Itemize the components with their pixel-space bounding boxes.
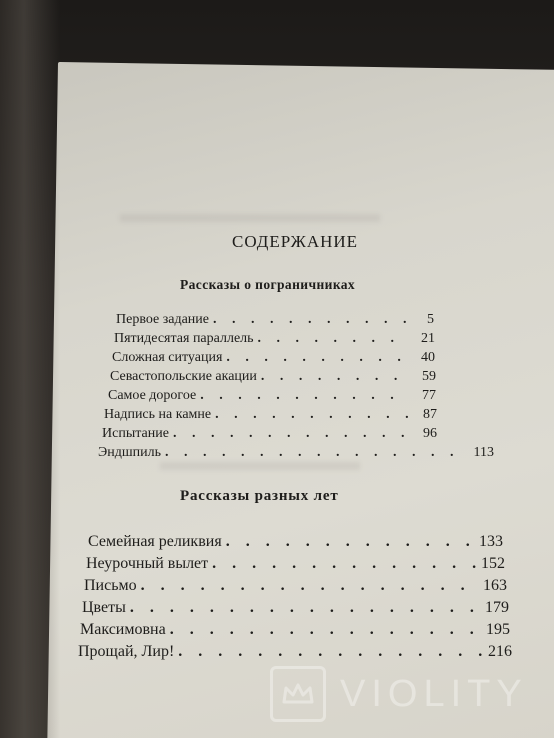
watermark-text: VIOLITY: [340, 672, 528, 715]
leader-dots: [257, 369, 408, 385]
leader-dots: [254, 331, 407, 347]
toc-entry-title: Самое дорогое: [108, 388, 197, 403]
toc-entry: [98, 445, 494, 465]
toc-entry-page: 77: [422, 388, 436, 403]
toc-entry-page: 195: [486, 621, 510, 638]
toc-entry-title: Севастопольские акации: [110, 369, 257, 384]
toc-entry-title: Сложная ситуация: [112, 350, 223, 365]
toc-entry-page: 133: [479, 533, 503, 550]
toc-entry-title: Неурочный вылет: [86, 555, 209, 572]
toc-entry-title: Эндшпиль: [98, 445, 161, 460]
leader-dots: [211, 407, 409, 423]
toc-entry-page: 21: [421, 331, 435, 346]
toc-entry: [102, 426, 437, 446]
leader-dots: [137, 577, 479, 595]
toc-entry-page: 163: [483, 577, 507, 594]
toc-entry-title: Первое задание: [116, 312, 210, 327]
toc-entry: [112, 350, 435, 370]
toc-entry: [88, 533, 503, 553]
toc-entry: [104, 407, 437, 427]
leader-dots: [208, 555, 477, 573]
toc-entry-title: Письмо: [84, 577, 137, 594]
toc-entry-title: Надпись на камне: [104, 407, 212, 422]
toc-entry-page: 96: [423, 426, 437, 441]
toc-entry: [80, 621, 510, 641]
section-title-border-guards: Рассказы о пограничниках: [180, 277, 356, 292]
toc-entry-page: 40: [421, 350, 435, 365]
toc-entry-page: 113: [473, 445, 494, 460]
toc-entry-page: 87: [423, 407, 437, 422]
leader-dots: [209, 312, 406, 328]
toc-entry-title: Цветы: [82, 599, 126, 616]
toc-entry-page: 152: [481, 555, 505, 572]
leader-dots: [196, 388, 408, 404]
toc-entry-page: 5: [427, 312, 434, 327]
leader-dots: [126, 599, 481, 617]
leader-dots: [222, 533, 475, 551]
toc-entry: [82, 599, 509, 619]
toc-entry: [110, 369, 436, 389]
contents-heading: СОДЕРЖАНИЕ: [232, 232, 359, 251]
toc-entry-title: Испытание: [102, 426, 169, 441]
toc-entry: [116, 312, 434, 332]
watermark: [270, 666, 528, 722]
toc-entry-page: 216: [488, 643, 512, 660]
toc-entry-title: Максимовна: [80, 621, 166, 638]
bleed-through-text: [120, 214, 380, 222]
toc-entry: [108, 388, 436, 408]
leader-dots: [161, 445, 466, 461]
toc-entry-title: Пятидесятая параллель: [114, 331, 254, 346]
leader-dots: [222, 350, 407, 366]
toc-entry-title: Семейная реликвия: [88, 533, 222, 550]
leader-dots: [174, 643, 484, 661]
toc-entry: [86, 555, 505, 575]
leader-dots: [169, 426, 409, 442]
toc-entry-title: Прощай, Лир!: [78, 643, 175, 660]
crown-logo-icon: [270, 666, 326, 722]
spine-shadow: [0, 0, 60, 738]
section-title-various-years: Рассказы разных лет: [180, 488, 339, 504]
toc-entry: [84, 577, 507, 597]
toc-entry: [114, 331, 435, 351]
toc-entry: [78, 643, 512, 663]
toc-entry-page: 179: [485, 599, 509, 616]
leader-dots: [166, 621, 482, 639]
crown-logo-icon: [282, 682, 314, 706]
toc-entry-page: 59: [422, 369, 436, 384]
